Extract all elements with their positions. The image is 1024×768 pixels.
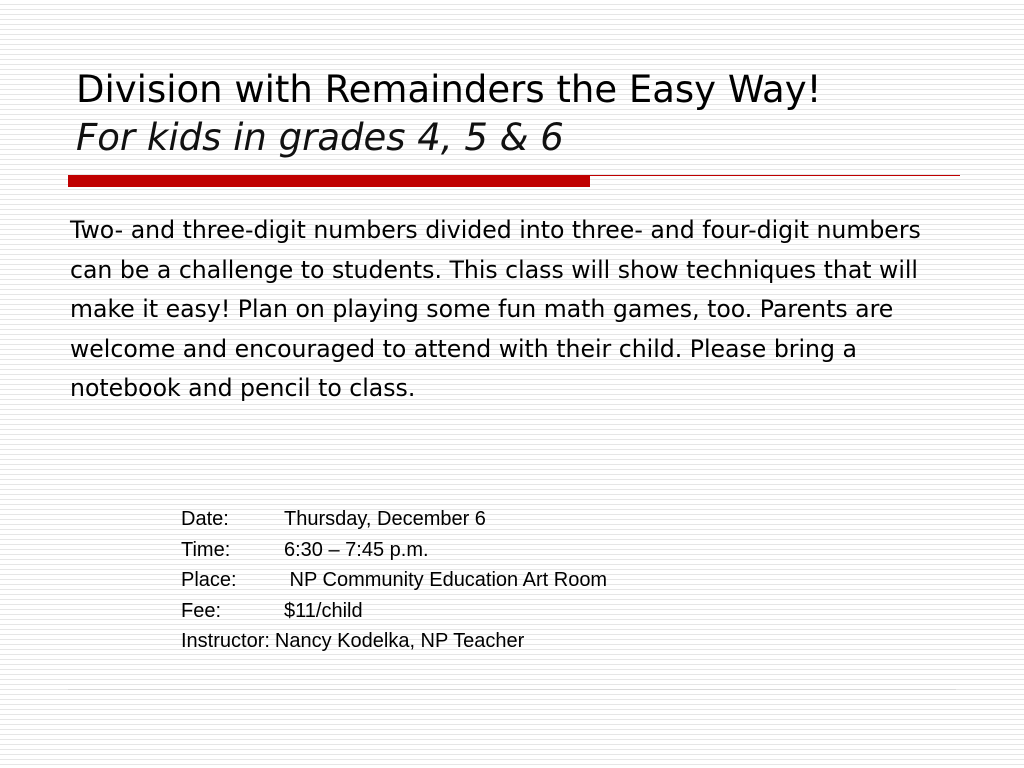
detail-place <box>181 565 781 596</box>
detail-label: Time: <box>181 538 231 561</box>
class-description: Two- and three-digit numbers divided into three- and four-digit numbers can be a challenge to students. This class will show techniques that will make it easy! Plan on playing some fun math games, too. Parents are welcome and encouraged to attend with their child. Please bring a notebook and pencil to class. <box>70 216 921 402</box>
detail-value: $11/child <box>284 599 363 622</box>
detail-value: 6:30 – 7:45 p.m. <box>284 538 429 561</box>
detail-label: Instructor: <box>181 630 270 652</box>
detail-fee <box>181 596 781 627</box>
slide-subtitle: For kids in grades 4, 5 & 6 <box>76 116 564 159</box>
footer-divider <box>68 689 956 690</box>
title-underline-thin <box>590 175 960 176</box>
detail-label: Date: <box>181 508 229 530</box>
slide-title: Division with Remainders the Easy Way! <box>76 68 822 111</box>
detail-date <box>181 504 781 535</box>
title-block <box>76 66 976 162</box>
detail-instructor <box>181 626 781 657</box>
detail-label: Place: <box>181 569 237 591</box>
detail-value: NP Community Education Art Room <box>284 569 608 591</box>
class-details <box>181 504 781 657</box>
title-underline-red <box>68 175 590 187</box>
detail-value: Thursday, December 6 <box>284 508 486 530</box>
detail-value: Nancy Kodelka, NP Teacher <box>274 630 525 652</box>
detail-label: Fee: <box>181 599 222 622</box>
detail-time <box>181 535 781 566</box>
